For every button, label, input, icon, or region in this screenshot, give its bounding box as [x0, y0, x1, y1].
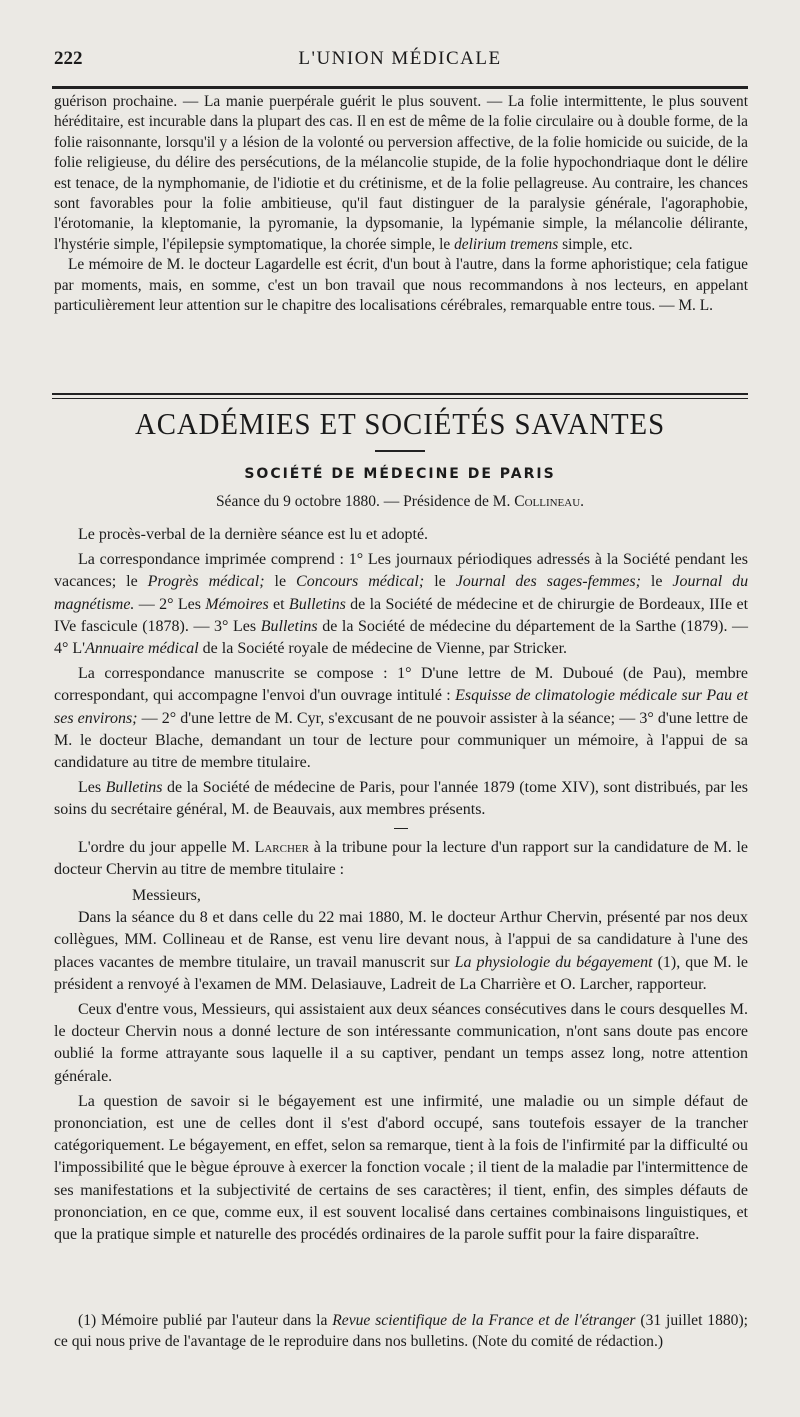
section-divider [52, 393, 748, 399]
paragraph-ceux: Ceux d'entre vous, Messieurs, qui assistaient aux deux séances consécutives dans le cours desquelles M. le docteur Chervin nous a donné lecture de son intéressante communication, n'ont sans doute pas encore oublié la forme attrayante sous laquelle il a su captiver, pendant un temps assez long, notre attention générale. [54, 1001, 748, 1085]
paragraph-separator [394, 828, 408, 829]
paragraph-proces-verbal: Le procès-verbal de la dernière séance est lu et adopté. [78, 526, 429, 543]
intro-text [54, 92, 748, 316]
salutation: Messieurs, [132, 887, 201, 905]
paragraph-order-of-day: L'ordre du jour appelle M. Larcher à la tribune pour la lecture d'un rapport sur la candidature de M. le docteur Chervin au titre de membre titulaire : [54, 838, 749, 878]
paragraph-printed-correspondence: La correspondance imprimée comprend : 1° Les journaux périodiques adressés à la Société pendant les vacances; le Progrès médical; le Concours médical; le Journal des sages-femmes; le Journal du magnétisme. — 2° Les Mémoires et Bulletins de la Société de médecine et de chirurgie de Bordeaux, IIIe et IVe fascicule (1878). — 3° Les Bulletins de la Société de médecine du département de la Sarthe (1879). — 4° L'Annuaire médical de la Société royale de médecine de Vienne, par Stricker. [54, 551, 749, 658]
page-number: 222 [54, 48, 83, 69]
minutes-text [54, 524, 748, 1249]
intro-paragraph-1: guérison prochaine. — La manie puerpérale guérit le plus souvent. — La folie intermittente, le plus souvent héréditaire, est incurable dans la plupart des cas. Il en est de même de la folie circulaire ou à double forme, de la folie raisonnante, lorsqu'il y a lésion de la volonté ou perversion affective, de la folie homicide ou suicide, de la folie religieuse, du délire des persécutions, de la mélancolie stupide, de la folie hypochondriaque dont le délire est tenace, de la nymphomanie, de l'idiotie et du crétinisme, et de la folie pellagreuse. Au contraire, les chances sont favorables pour la folie ambitieuse, qu'il faut distinguer de la paralysie générale, l'agoraphobie, l'érotomanie, la kleptomanie, la pyromanie, la dypsomanie, la lypémanie simple, la mélancolie délirante, l'hystérie simple, l'épilepsie symptomatique, la chorée simple, le delirium tremens simple, etc. [54, 93, 748, 253]
session-line: Séance du 9 octobre 1880. — Présidence de M. Collineau. [215, 493, 585, 510]
footnote-text: (1) Mémoire publié par l'auteur dans la Revue scientifique de la France et de l'étranger (31 juillet 1880); ce qui nous prive de l'avantage de le reproduire dans nos bulletins. (Note du comité de rédaction.) [54, 1312, 749, 1350]
president-name: Collineau [514, 493, 581, 510]
section-title: ACADÉMIES ET SOCIÉTÉS SAVANTES [134, 406, 666, 441]
society-name: SOCIÉTÉ DE MÉDECINE DE PARIS [244, 466, 556, 482]
header-rule [52, 86, 748, 89]
paragraph-question: La question de savoir si le bégayement est une infirmité, une maladie ou un simple défaut de prononciation, est une de celles dont il s'est d'abord occupé, sans toutefois essayer de la trancher catégoriquement. Le bégayement, en effet, selon sa remarque, tient à la fois de l'infirmité par la difficulté ou l'impossibilité que le bègue éprouve à exercer la fonction vocale ; il tient de la maladie par l'intermittence de ses manifestations et la subjectivité de certains de ses caractères; il tient, enfin, des simples défauts de prononciation, en ce que, comme eux, il est souvent localisé dans certaines combinaisons linguistiques, et que la pratique simple et naturelle des procédés ordinaires de la parole suffit pour la faire disparaître. [54, 1092, 748, 1244]
title-rule [375, 450, 425, 452]
paragraph-bulletins: Les Bulletins de la Société de médecine de Paris, pour l'année 1879 (tome XIV), sont distribués, par les soins du secrétaire général, M. de Beauvais, aux membres présents. [54, 779, 749, 819]
intro-paragraph-2: Le mémoire de M. le docteur Lagardelle est écrit, d'un bout à l'autre, dans la forme aphoristique; cela fatigue par moments, mais, en somme, c'est un bon travail que nous recommandons à nos lecteurs, en appelant particulièrement leur attention sur le chapitre des localisations cérébrales, remarquable entre tous. — M. L. [54, 256, 748, 315]
paragraph-seance: Dans la séance du 8 et dans celle du 22 mai 1880, M. le docteur Arthur Chervin, présenté par nos deux collègues, MM. Collineau et de Ranse, est venu lire devant nous, à l'appui de sa candidature à l'une des places vacantes de membre titulaire, un travail manuscrit sur La physiologie du bégayement (1), que M. le président a renvoyé à l'examen de MM. Delasiauve, Ladreit de La Charrière et O. Larcher, rapporteur. [54, 909, 749, 993]
running-title: L'UNION MÉDICALE [298, 48, 502, 69]
paragraph-manuscript-correspondence: La correspondance manuscrite se compose : 1° D'une lettre de M. Duboué (de Pau), membre correspondant, qui accompagne l'envoi d'un ouvrage intitulé : Esquisse de climatologie médicale sur Pau et ses environs; — 2° d'une lettre de M. Cyr, s'excusant de ne pouvoir assister à la séance; — 3° d'une lettre de M. le docteur Blache, demandant un tour de lecture pour communiquer un mémoire, à l'appui de sa candidature au titre de membre titulaire. [54, 665, 749, 772]
page-header [52, 48, 748, 76]
footnote [54, 1310, 748, 1352]
